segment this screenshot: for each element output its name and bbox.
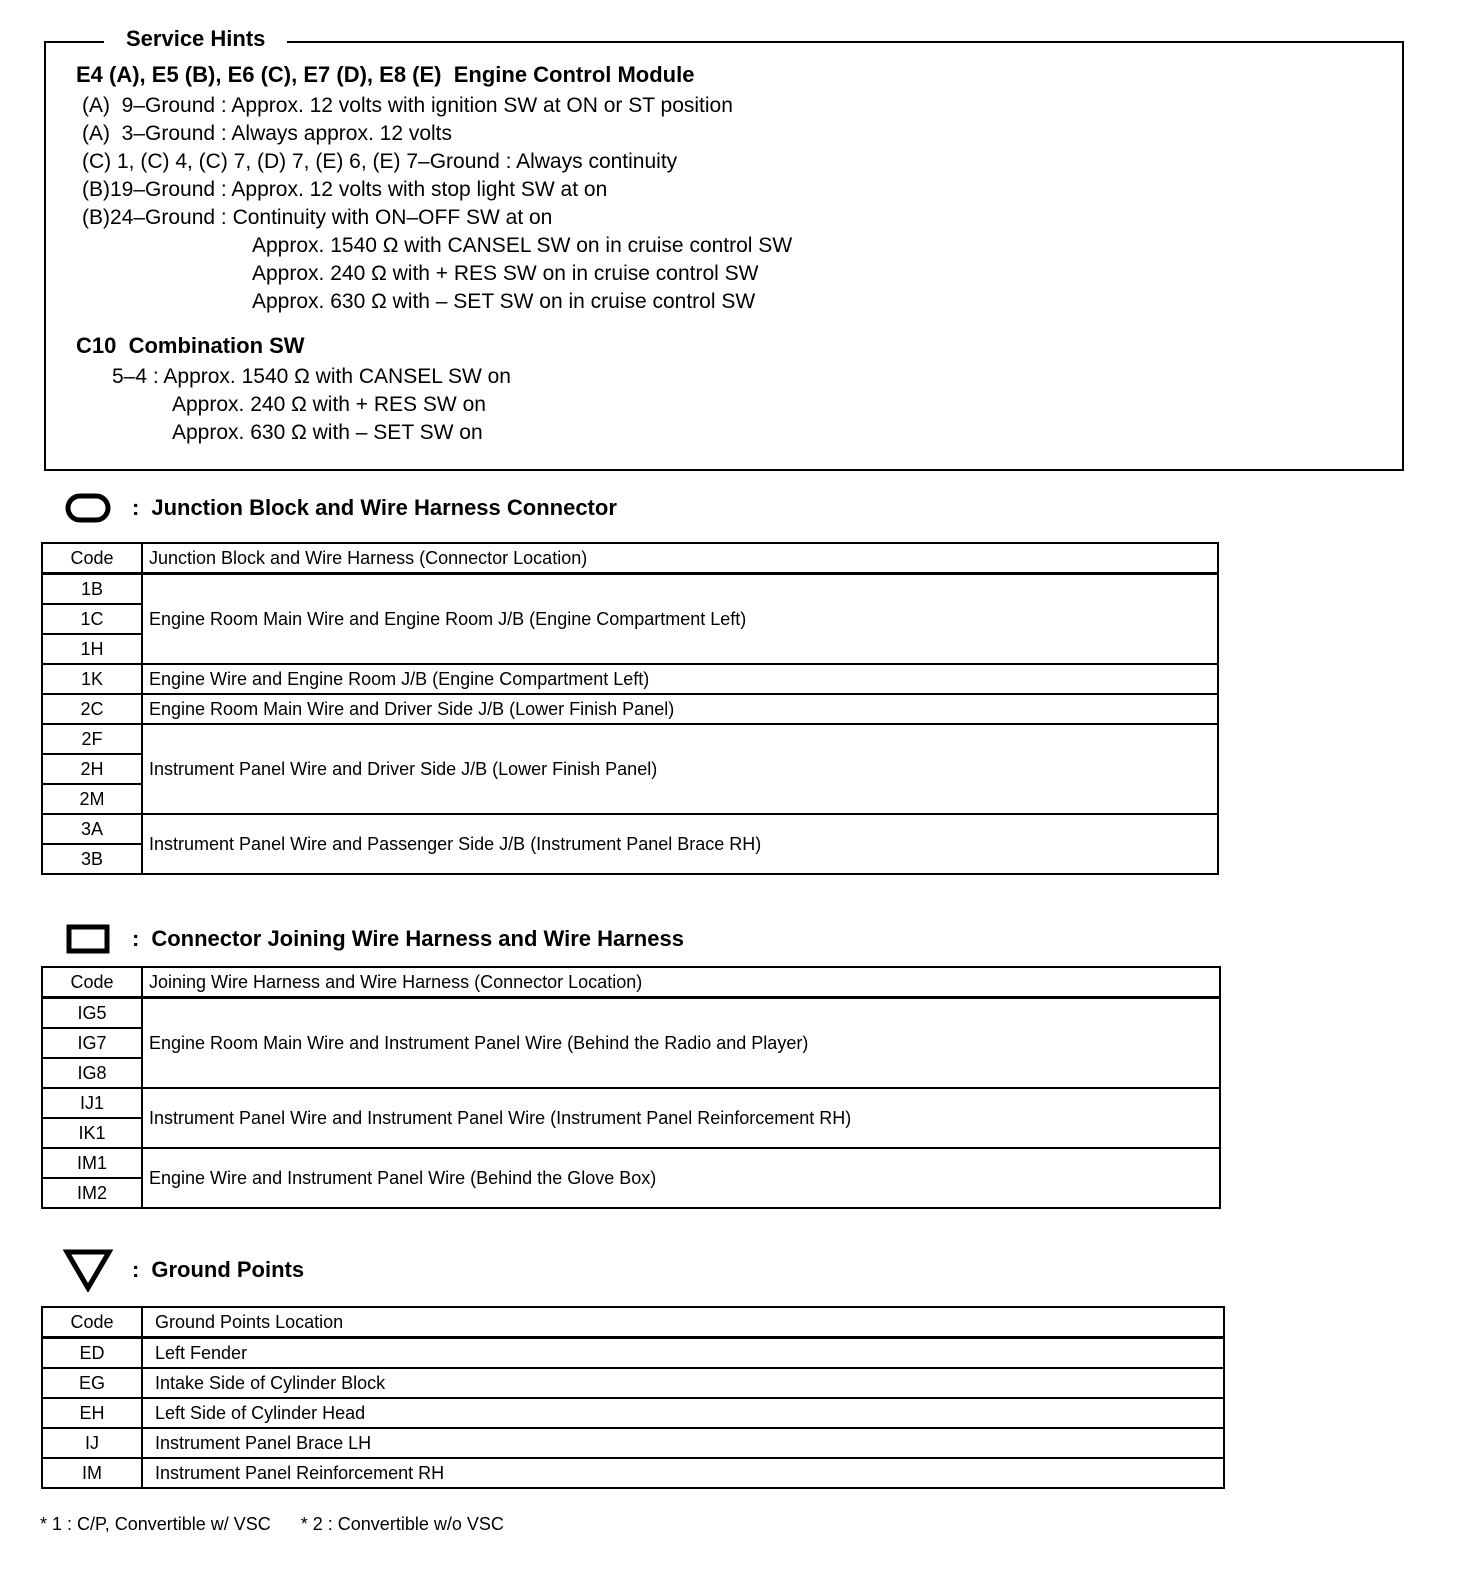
code-cell: IM2: [42, 1178, 142, 1208]
table-row: [42, 1338, 1224, 1369]
table-row: [42, 664, 1218, 694]
header-code: Code: [42, 1307, 142, 1338]
desc-cell: Engine Room Main Wire and Driver Side J/B (Lower Finish Panel): [142, 694, 1218, 724]
code-cell: 3A: [42, 814, 142, 844]
code-cell: 1B: [42, 574, 142, 605]
combo-line: Approx. 630 Ω with – SET SW on: [172, 421, 483, 444]
code-cell: ED: [42, 1338, 142, 1369]
service-hints-legend: Service Hints: [104, 26, 287, 52]
code-cell: IG7: [42, 1028, 142, 1058]
desc-cell: Instrument Panel Wire and Driver Side J/B (Lower Finish Panel): [142, 724, 1218, 814]
ecm-line: Approx. 240 Ω with + RES SW on in cruise control SW: [252, 262, 759, 285]
connector-title: Connector Joining Wire Harness and Wire Harness: [151, 926, 684, 951]
table-row: [42, 1398, 1224, 1428]
code-cell: IJ1: [42, 1088, 142, 1118]
desc-cell: Instrument Panel Reinforcement RH: [142, 1458, 1224, 1488]
code-cell: IG8: [42, 1058, 142, 1088]
desc-cell: Left Side of Cylinder Head: [142, 1398, 1224, 1428]
code-cell: EH: [42, 1398, 142, 1428]
code-cell: 2C: [42, 694, 142, 724]
ecm-line: (A) 9–Ground : Approx. 12 volts with ignition SW at ON or ST position: [82, 94, 733, 117]
code-cell: 2M: [42, 784, 142, 814]
desc-cell: Instrument Panel Wire and Instrument Panel Wire (Instrument Panel Reinforcement RH): [142, 1088, 1220, 1148]
table-header-row: [42, 967, 1220, 998]
header-desc: Junction Block and Wire Harness (Connector Location): [142, 543, 1218, 574]
table-row: [42, 814, 1218, 844]
desc-cell: Engine Wire and Engine Room J/B (Engine Compartment Left): [142, 664, 1218, 694]
ground-header: [62, 1248, 304, 1292]
ground-colon: :: [132, 1257, 140, 1282]
code-cell: 2F: [42, 724, 142, 754]
code-cell: 1H: [42, 634, 142, 664]
ecm-line: (A) 3–Ground : Always approx. 12 volts: [82, 122, 453, 145]
footnote: * 1 : C/P, Convertible w/ VSC * 2 : Convertible w/o VSC: [40, 1514, 504, 1534]
table-row: [42, 1088, 1220, 1118]
ecm-line: (B)24–Ground : Continuity with ON–OFF SW at on: [82, 206, 553, 229]
ecm-line: Approx. 630 Ω with – SET SW on in cruise control SW: [252, 290, 756, 313]
ground-table: [41, 1306, 1225, 1489]
ecm-line: (B)19–Ground : Approx. 12 volts with stop light SW at on: [82, 178, 608, 201]
connector-colon: :: [132, 926, 140, 951]
table-row: [42, 694, 1218, 724]
table-row: [42, 1458, 1224, 1488]
code-cell: EG: [42, 1368, 142, 1398]
combo-line: Approx. 240 Ω with + RES SW on: [172, 393, 486, 416]
connector-header: [62, 917, 684, 961]
desc-cell: Intake Side of Cylinder Block: [142, 1368, 1224, 1398]
desc-cell: Engine Wire and Instrument Panel Wire (Behind the Glove Box): [142, 1148, 1220, 1208]
header-code: Code: [42, 543, 142, 574]
desc-cell: Instrument Panel Wire and Passenger Side J/B (Instrument Panel Brace RH): [142, 814, 1218, 874]
ecm-title: E4 (A), E5 (B), E6 (C), E7 (D), E8 (E) Engine Control Module: [76, 62, 695, 87]
rounded-rectangle-icon: [62, 486, 114, 530]
code-cell: 2H: [42, 754, 142, 784]
desc-cell: Instrument Panel Brace LH: [142, 1428, 1224, 1458]
table-row: [42, 998, 1220, 1029]
ground-title: Ground Points: [151, 1257, 305, 1282]
table-header-row: [42, 1307, 1224, 1338]
triangle-down-icon: [62, 1248, 114, 1292]
desc-cell: Engine Room Main Wire and Engine Room J/B (Engine Compartment Left): [142, 574, 1218, 665]
code-cell: 1C: [42, 604, 142, 634]
junction-title: Junction Block and Wire Harness Connector: [151, 495, 617, 520]
code-cell: IJ: [42, 1428, 142, 1458]
code-cell: 1K: [42, 664, 142, 694]
connector-table: [41, 966, 1221, 1209]
header-desc: Ground Points Location: [142, 1307, 1224, 1338]
header-desc: Joining Wire Harness and Wire Harness (Connector Location): [142, 967, 1220, 998]
table-row: [42, 724, 1218, 754]
junction-header: [62, 486, 617, 530]
code-cell: 3B: [42, 844, 142, 874]
code-cell: IG5: [42, 998, 142, 1029]
table-row: [42, 1428, 1224, 1458]
junction-colon: :: [132, 495, 140, 520]
table-row: [42, 1148, 1220, 1178]
combination-sw-title: C10 Combination SW: [76, 333, 305, 358]
code-cell: IM: [42, 1458, 142, 1488]
code-cell: IM1: [42, 1148, 142, 1178]
rectangle-icon: [62, 917, 114, 961]
ecm-line: (C) 1, (C) 4, (C) 7, (D) 7, (E) 6, (E) 7–Ground : Always continuity: [82, 150, 678, 173]
table-header-row: [42, 543, 1218, 574]
header-code: Code: [42, 967, 142, 998]
desc-cell: Engine Room Main Wire and Instrument Panel Wire (Behind the Radio and Player): [142, 998, 1220, 1089]
table-row: [42, 574, 1218, 605]
code-cell: IK1: [42, 1118, 142, 1148]
table-row: [42, 1368, 1224, 1398]
ecm-line: Approx. 1540 Ω with CANSEL SW on in cruise control SW: [252, 234, 793, 257]
combo-line: 5–4 : Approx. 1540 Ω with CANSEL SW on: [112, 365, 511, 388]
desc-cell: Left Fender: [142, 1338, 1224, 1369]
junction-table: [41, 542, 1219, 875]
